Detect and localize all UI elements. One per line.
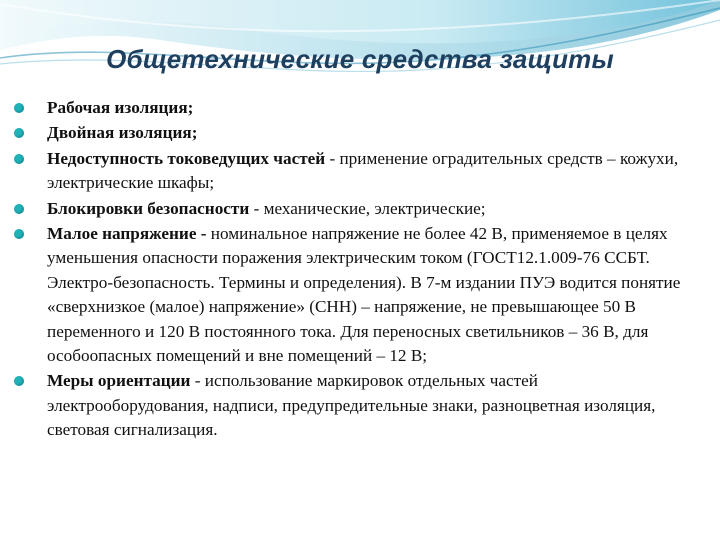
bullet-item: [14, 222, 694, 368]
bullet-description: - использование маркировок отдельных частей электрооборудования, надписи, предупредительные знаки, разноцветная изоляция, световая сигнализация.: [47, 371, 656, 440]
bullet-icon: [14, 103, 24, 113]
bullet-description: - механические, электрические;: [249, 198, 486, 218]
bullet-term: Блокировки безопасности: [47, 198, 250, 218]
bullet-item: [14, 121, 694, 145]
bullet-item: [14, 147, 694, 196]
bullet-description: номинальное напряжение не более 42 В, применяемое в целях уменьшения опасности поражения электрическим током (ГОСТ12.1.009-76 ССБТ. Электро-безопасность. Термины и определения). В 7-м издании ПУЭ водится понятие «сверхнизкое (малое) напряжение» (СНН) – напряжение, не превышающее 50 В переменного и 120 В постоянного тока. Для переносных светильников – 36 В, для особоопасных помещений и вне помещений – 12 В;: [47, 224, 681, 366]
bullet-term: Рабочая изоляция;: [47, 98, 194, 117]
bullet-item: [14, 197, 694, 221]
bullet-list: [14, 96, 694, 444]
bullet-icon: [14, 128, 24, 138]
bullet-term: Малое напряжение -: [47, 224, 207, 244]
bullet-term: Недоступность токоведущих частей: [47, 148, 326, 168]
slide-title: Общетехнические средства защиты: [106, 44, 614, 74]
bullet-item: [14, 96, 694, 120]
bullet-term: Двойная изоляция;: [47, 123, 198, 143]
bullet-term: Меры ориентации: [47, 371, 191, 391]
bullet-item: [14, 369, 694, 442]
bullet-icon: [14, 154, 24, 164]
bullet-icon: [14, 376, 24, 386]
bullet-icon: [14, 204, 24, 214]
bullet-icon: [14, 229, 24, 239]
bullet-description: - применение оградительных средств – кожухи, электрические шкафы;: [47, 148, 679, 193]
